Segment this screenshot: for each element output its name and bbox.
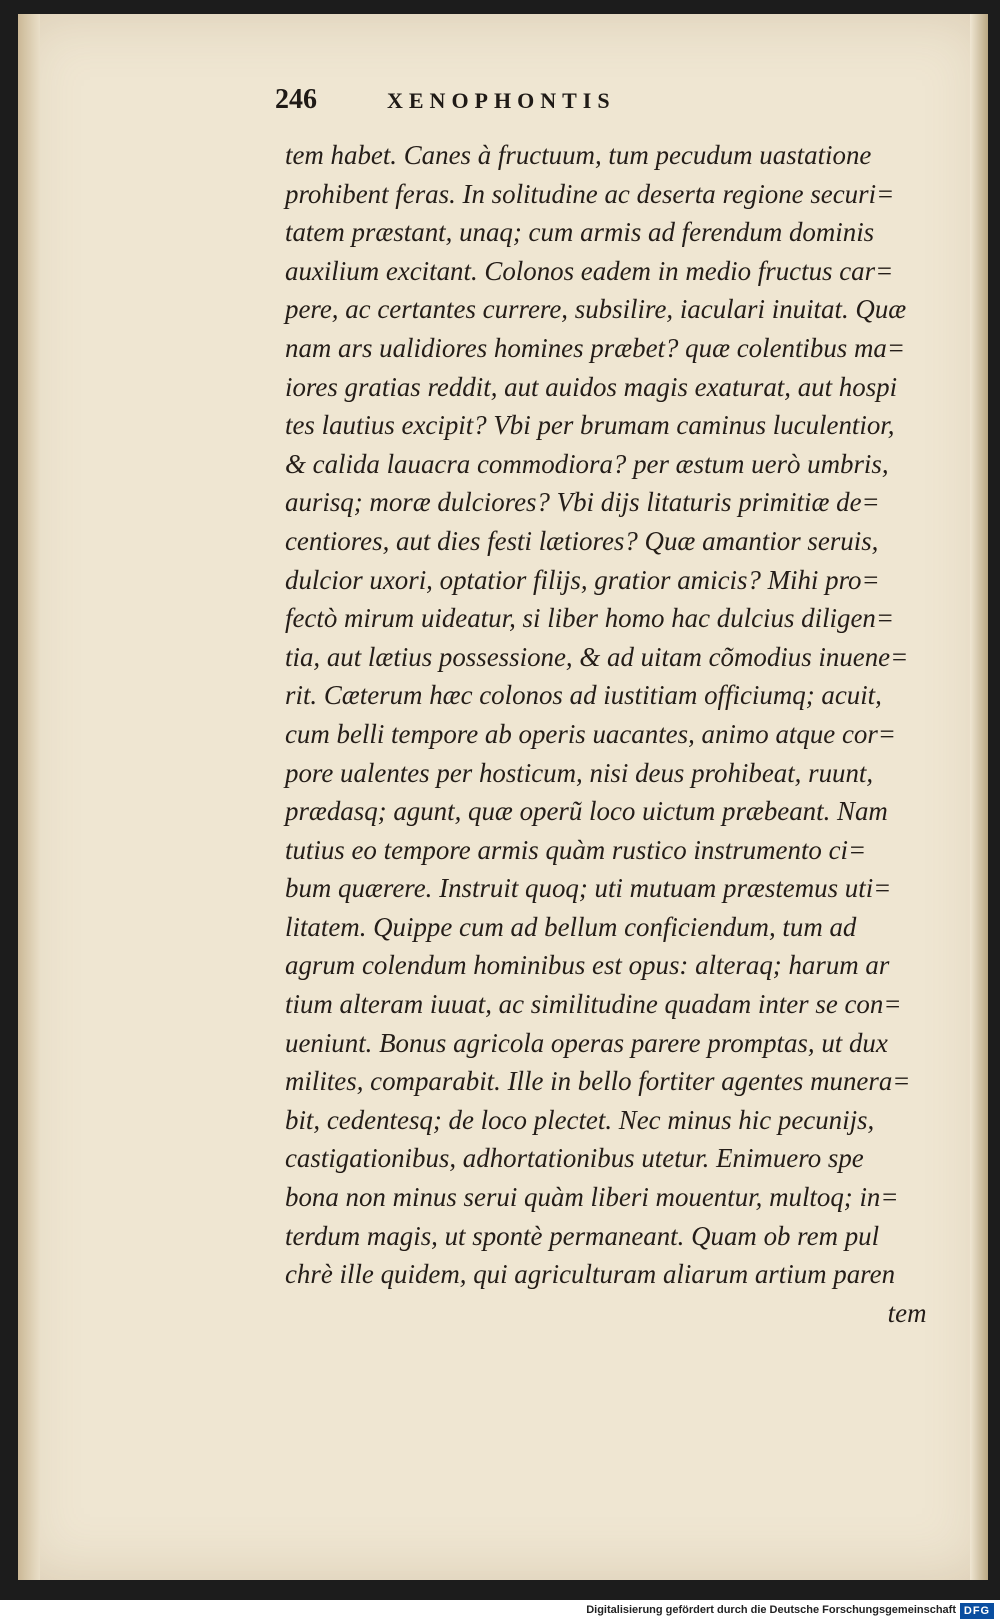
footer-bar xyxy=(0,1600,1000,1624)
running-title: XENOPHONTIS xyxy=(387,88,616,113)
text-line: chrè ille quidem, qui agriculturam aliarum artium paren xyxy=(285,1258,896,1290)
text-line: castigationibus, adhortationibus utetur. Enimuero spe xyxy=(285,1142,864,1174)
text-line: aurisq; moræ dulciores? Vbi dijs litaturis primitiæ de= xyxy=(285,486,880,518)
text-line: cum belli tempore ab operis uacantes, animo atque cor= xyxy=(285,717,896,749)
text-line: milites, comparabit. Ille in bello fortiter agentes munera= xyxy=(285,1065,911,1097)
text-line: bit, cedentesq; de loco plectet. Nec minus hic pecunijs, xyxy=(285,1103,875,1135)
page-header xyxy=(275,84,775,124)
text-line: centiores, aut dies festi lætiores? Quæ amantior seruis, xyxy=(285,524,879,556)
text-line: tium alteram iuuat, ac similitudine quadam inter se con= xyxy=(285,988,902,1020)
text-line: tutius eo tempore armis quàm rustico instrumento ci= xyxy=(285,833,867,865)
text-line: prædasq; agunt, quæ operũ loco uictum præbeant. Nam xyxy=(285,795,888,827)
text-line: tatem præstant, unaq; cum armis ad ferendum dominis xyxy=(285,216,875,248)
text-line: pere, ac certantes currere, subsilire, iaculari inuitat. Quæ xyxy=(285,293,907,325)
text-line: tes lautius excipit? Vbi per brumam caminus luculentior, xyxy=(285,409,895,441)
text-line: nam ars ualidiores homines præbet? quæ colentibus ma= xyxy=(285,331,906,363)
text-line: bona non minus serui quàm liberi mouentur, multoq; in= xyxy=(285,1181,899,1213)
text-line: dulcior uxori, optatior filijs, gratior amicis? Mihi pro= xyxy=(285,563,880,595)
page-right-edge xyxy=(970,14,988,1580)
text-line: auxilium excitant. Colonos eadem in medio fructus car= xyxy=(285,254,894,286)
text-line: & calida lauacra commodiora? per æstum uerò umbris, xyxy=(285,447,889,479)
text-line: pore ualentes per hosticum, nisi deus prohibeat, ruunt, xyxy=(285,756,874,788)
dfg-logo: DFG xyxy=(960,1603,994,1619)
text-line: iores gratias reddit, aut auidos magis exaturat, aut hospi xyxy=(285,370,898,402)
text-line: litatem. Quippe cum ad bellum conficiendum, tum ad xyxy=(285,910,857,942)
text-line: prohibent feras. In solitudine ac deserta regione securi= xyxy=(285,177,895,209)
catchword: tem xyxy=(887,1296,927,1328)
body-text xyxy=(285,136,965,1332)
text-line: rit. Cæterum hæc colonos ad iustitiam officiumq; acuit, xyxy=(285,679,882,711)
text-line: bum quærere. Instruit quoq; uti mutuam præstemus uti= xyxy=(285,872,892,904)
text-line: agrum colendum hominibus est opus: alteraq; harum ar xyxy=(285,949,890,981)
text-line: tem habet. Canes à fructuum, tum pecudum uastatione xyxy=(285,139,872,170)
text-line: ueniunt. Bonus agricola operas parere promptas, ut dux xyxy=(285,1026,888,1058)
folio-number: 246 xyxy=(275,84,317,115)
text-line: tia, aut lætius possessione, & ad uitam cõmodius inuene= xyxy=(285,640,909,672)
text-line: terdum magis, ut spontè permaneant. Quam ob rem pul xyxy=(285,1219,880,1251)
page-gutter-shadow xyxy=(18,14,40,1580)
funding-credit: Digitalisierung gefördert durch die Deutsche Forschungsgemeinschaft xyxy=(586,1604,956,1616)
text-line: fectò mirum uideatur, si liber homo hac dulcius diligen= xyxy=(285,602,895,634)
